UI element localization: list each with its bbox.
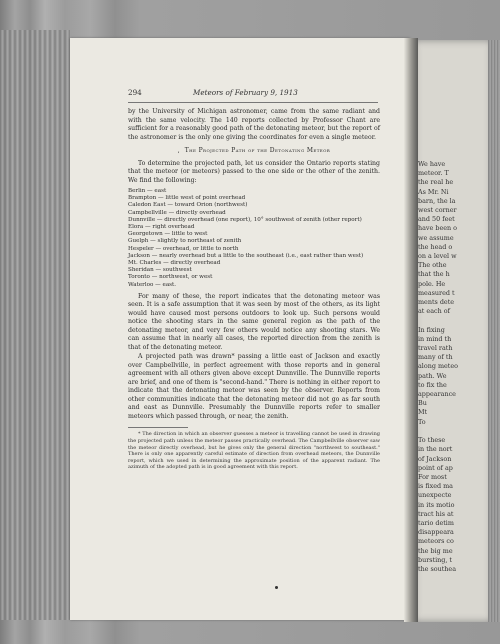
book-page — [70, 38, 410, 620]
facing-page-line: path. We — [418, 371, 447, 380]
facing-page-line: we assume — [418, 233, 454, 242]
facing-page-line: meteors co — [418, 537, 454, 546]
page-mark — [275, 586, 278, 589]
page-number: 294 — [128, 88, 142, 97]
facing-page-line: unexpecte — [418, 491, 452, 500]
location-item: Guelph — slightly to northeast of zenith — [128, 238, 242, 245]
facing-page-line: meteor. T — [418, 169, 449, 178]
paragraph-intro: To determine the projected path, let us consider the Ontario reports stating that the meteor (or meteors) passed to the one side or the other of the zenith. We find the following: — [128, 159, 380, 184]
facing-page-line: pole. He — [418, 279, 446, 288]
facing-page-line: the head o — [418, 242, 453, 251]
paragraph-projected: A projected path was drawn* passing a little east of Jackson and exactly over Campbellville, in perfect agreement with those reports and in general agreement with all others given above except Dunnville. The Dunnville reports are brief, and one of them is "second-hand." There is nothing in either report to indicate that the detonating meteor was seen by the observer. Reports from other communities indicate that the detonating meteor did not go as far south and east as Dunnville. Presumably the Dunnville reports refer to smaller meteors which passed through, or near, the zenith. — [128, 353, 380, 420]
facing-page-line: point of ap — [418, 463, 453, 472]
facing-page-line: is fixed ma — [418, 482, 453, 491]
facing-page-line: that the h — [418, 270, 450, 279]
page-body — [128, 108, 380, 472]
location-item: Berlin — east — [128, 188, 167, 194]
section-bullet: , — [177, 147, 185, 154]
location-item: Dunnville — directly overhead (one report), 10° southwest of zenith (other report) — [128, 216, 362, 223]
facing-page-line: The othe — [418, 261, 447, 270]
location-item: Sheridan — southwest — [128, 267, 192, 274]
facing-page-line: in the nort — [418, 445, 453, 454]
facing-page-line: ments dete — [418, 298, 455, 307]
facing-page-line: the big me — [418, 546, 453, 555]
paragraph-continued: by the University of Michigan astronomer, came from the same radiant and with the same velocity. The 140 reports collected by Professor Chant are sufficient for a reasonably good path of the detonating meteor, but the report of the astronomer is the only one giving the coordinates for even a single meteor. — [128, 108, 380, 141]
facing-page-line: of Jackson — [418, 454, 452, 463]
facing-page-line: to fix the — [418, 380, 447, 389]
facing-page-line — [418, 316, 488, 325]
facing-page-line: the southea — [418, 564, 457, 573]
footnote-rule — [128, 427, 188, 428]
facing-page-line: In fixing — [418, 325, 445, 334]
facing-page-text — [418, 160, 488, 574]
location-item: Georgetown — little to west — [128, 231, 208, 238]
footnote: * The direction in which an observer guesses a meteor is travelling cannot be used in drawing the projected path unless the meteor passes practically overhead. The Campbellville observer saw the meteor directly overhead, but he gives only the general direction "northwest to southeast." There is only one apparently careful estimate of direction from overhead meteors, the Dunnville report, which we used in determining the approximate position of the apparent radiant. The azimuth of the adopted path is in good agreement with this report. — [128, 431, 380, 471]
book-page-edges-right — [488, 40, 500, 622]
facing-page-line: bursting, t — [418, 555, 452, 564]
running-title: Meteors of February 9, 1913 — [193, 88, 298, 97]
location-item: Jackson — nearly overhead but a little to the southeast (i.e., east rather than west) — [128, 252, 364, 259]
facing-page-line: west corner — [418, 206, 457, 215]
location-item: Waterloo — east. — [128, 281, 177, 288]
facing-page-line — [418, 427, 488, 436]
facing-page-line: appearance — [418, 390, 456, 399]
facing-page-line: in mind th — [418, 334, 452, 343]
facing-page-line: the real he — [418, 178, 454, 187]
facing-page-line: For most — [418, 472, 447, 481]
facing-page-line: measured t — [418, 288, 455, 297]
facing-page-line: have been o — [418, 224, 457, 233]
facing-page-line: disappeara — [418, 528, 454, 537]
location-item: Campbellville — directly overhead — [128, 209, 226, 216]
facing-page-line: on a level w — [418, 252, 457, 261]
facing-page-line: in its motio — [418, 500, 455, 509]
location-item: Elora — right overhead — [128, 224, 195, 231]
book-page-edges-left — [0, 30, 70, 620]
location-item: Caledon East — toward Orion (northwest) — [128, 202, 248, 209]
location-item: Brampton — little west of point overhead — [128, 195, 246, 202]
facing-page-line: barn, the la — [418, 196, 456, 205]
location-item: Mt. Charles — directly overhead — [128, 260, 221, 267]
header-rule — [128, 102, 378, 103]
facing-page-line: along meteo — [418, 362, 458, 371]
facing-page-line: To these — [418, 436, 446, 445]
facing-page-line: tract his at — [418, 509, 454, 518]
location-list — [128, 188, 380, 289]
facing-page — [410, 40, 488, 622]
paragraph-many: For many of these, the report indicates that the detonating meteor was seen. It is a safe assumption that it was seen by most of the others, as its light would have caused most persons outdoors to look up. Such persons would notice the shooting stars in the same general region as the path of the detonating meteor, and very few others would notice any shooting stars. We can assume that in nearly all cases, the reported direction from the zenith is that of the detonating meteor. — [128, 292, 380, 351]
facing-page-line: To — [418, 417, 426, 426]
facing-page-line: and 50 feet — [418, 215, 455, 224]
facing-page-line: Bu — [418, 399, 427, 408]
section-title: , The Projected Path of the Detonating Meteor — [177, 147, 331, 154]
facing-page-line: tario detim — [418, 518, 454, 527]
book-spine — [404, 38, 418, 622]
facing-page-line: many of th — [418, 353, 453, 362]
facing-page-line: Mt — [418, 408, 428, 417]
facing-page-line: at each of — [418, 307, 450, 316]
facing-page-line: We have — [418, 160, 446, 168]
location-item: Hespeler — overhead, or little to north — [128, 245, 239, 252]
facing-page-line: As Mr. Ni — [418, 187, 449, 196]
facing-page-line: travel rath — [418, 344, 453, 353]
location-item: Toronto — northwest, or west — [128, 274, 213, 281]
